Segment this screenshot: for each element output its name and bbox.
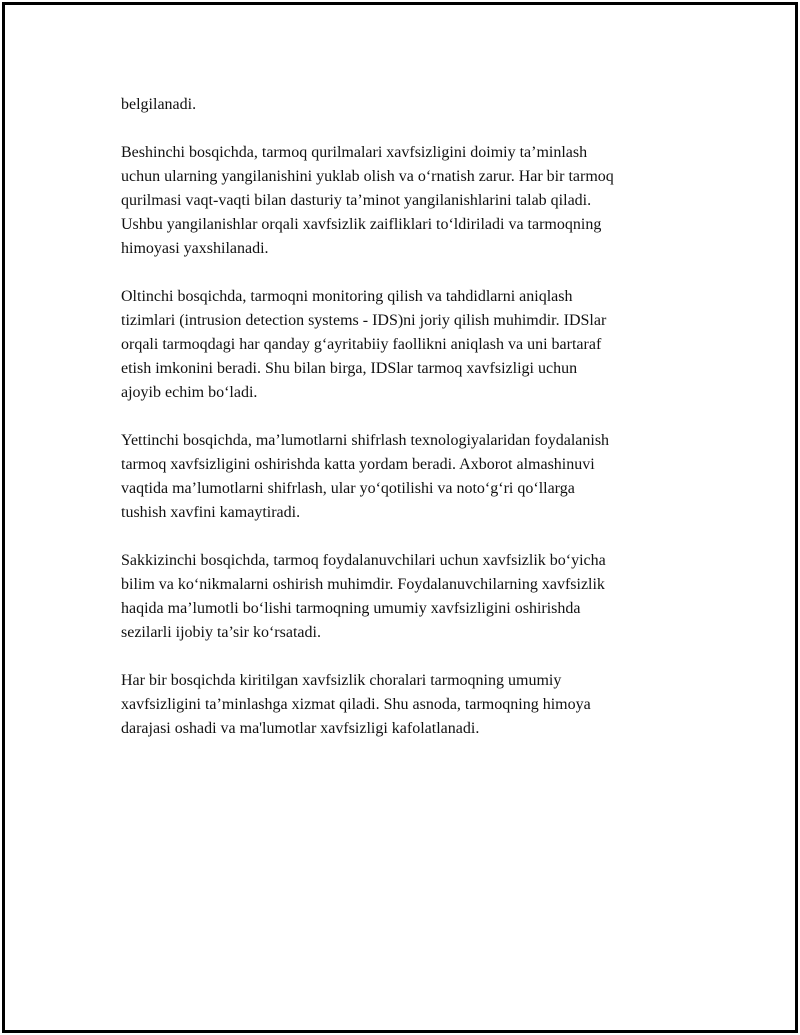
text-line: belgilanadi. [121, 96, 197, 113]
text-line: Ushbu yangilanishlar orqali xavfsizlik zaifliklari to‘ldiriladi va tarmoqning [121, 216, 602, 233]
text-line: tushish xavfini kamaytiradi. [121, 504, 301, 521]
text-line: vaqtida ma’lumotlarni shifrlash, ular yo‘qotilishi va noto‘g‘ri qo‘llarga [121, 480, 575, 497]
text-line: qurilmasi vaqt-vaqti bilan dasturiy ta’minot yangilanishlarini talab qiladi. [121, 192, 592, 209]
text-line: tarmoq xavfsizligini oshirishda katta yordam beradi. Axborot almashinuvi [121, 456, 595, 473]
paragraph-3 [121, 285, 721, 405]
text-line: Har bir bosqichda kiritilgan xavfsizlik choralari tarmoqning umumiy [121, 672, 562, 689]
document-body [121, 93, 721, 765]
text-line: Beshinchi bosqichda, tarmoq qurilmalari xavfsizligini doimiy ta’minlash [121, 144, 588, 161]
paragraph-1 [121, 93, 721, 117]
text-line: xavfsizligini ta’minlashga xizmat qiladi. Shu asnoda, tarmoqning himoya [121, 696, 591, 713]
text-line: himoyasi yaxshilanadi. [121, 240, 269, 257]
text-line: Oltinchi bosqichda, tarmoqni monitoring qilish va tahdidlarni aniqlash [121, 288, 573, 305]
text-line: Yettinchi bosqichda, ma’lumotlarni shifrlash texnologiyalaridan foydalanish [121, 432, 610, 449]
text-line: tizimlari (intrusion detection systems - IDS)ni joriy qilish muhimdir. IDSlar [121, 312, 607, 329]
text-line: bilim va ko‘nikmalarni oshirish muhimdir. Foydalanuvchilarning xavfsizlik [121, 576, 605, 593]
text-line: darajasi oshadi va ma'lumotlar xavfsizligi kafolatlanadi. [121, 720, 480, 737]
page-frame [2, 2, 798, 1033]
text-line: ajoyib echim bo‘ladi. [121, 384, 258, 401]
text-line: orqali tarmoqdagi har qanday g‘ayritabiiy faollikni aniqlash va uni bartaraf [121, 336, 602, 353]
paragraph-5 [121, 549, 721, 645]
text-line: uchun ularning yangilanishini yuklab olish va o‘rnatish zarur. Har bir tarmoq [121, 168, 614, 185]
paragraph-2 [121, 141, 721, 261]
text-line: Sakkizinchi bosqichda, tarmoq foydalanuvchilari uchun xavfsizlik bo‘yicha [121, 552, 606, 569]
text-line: sezilarli ijobiy ta’sir ko‘rsatadi. [121, 624, 321, 641]
text-line: haqida ma’lumotli bo‘lishi tarmoqning umumiy xavfsizligini oshirishda [121, 600, 581, 617]
paragraph-4 [121, 429, 721, 525]
paragraph-6 [121, 669, 721, 741]
text-line: etish imkonini beradi. Shu bilan birga, IDSlar tarmoq xavfsizligi uchun [121, 360, 578, 377]
